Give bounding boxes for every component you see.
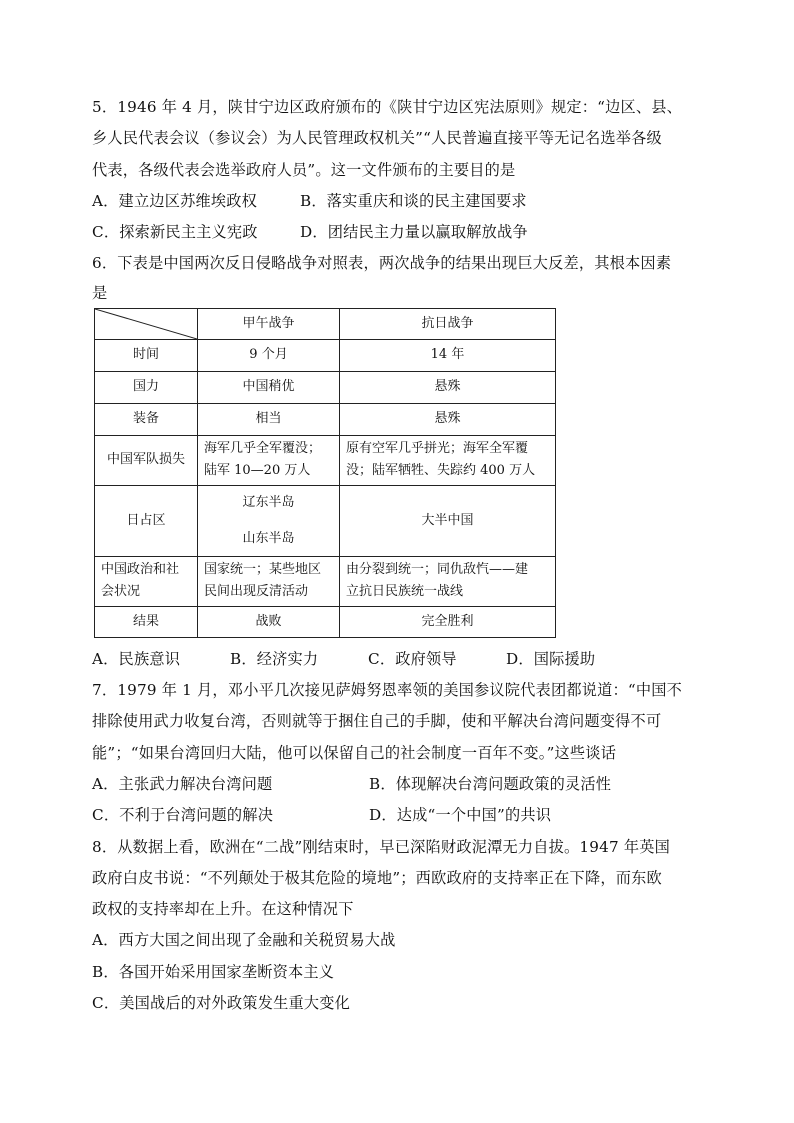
cell-line: 中国政治和社 xyxy=(101,562,180,578)
cell-jiawu: 战败 xyxy=(198,606,340,637)
cell-line: 会状况 xyxy=(101,584,141,600)
question-5 xyxy=(92,92,704,248)
table-row xyxy=(95,435,556,485)
table-row xyxy=(95,371,556,403)
row-label: 日占区 xyxy=(95,485,198,556)
row-label: 结果 xyxy=(95,606,198,637)
column-header-jiawu: 甲午战争 xyxy=(198,308,340,339)
option-c[interactable]: C．不利于台湾问题的解决 xyxy=(92,806,274,825)
cell-line: 原有空军几乎拼光；海军全军覆 xyxy=(346,441,529,457)
option-a[interactable]: A．民族意识 xyxy=(92,649,181,668)
row-label: 装备 xyxy=(95,403,198,435)
column-header-kangri: 抗日战争 xyxy=(340,308,556,339)
option-b[interactable]: B．体现解决台湾问题政策的灵活性 xyxy=(369,774,612,793)
option-a[interactable]: A．建立边区苏维埃政权 xyxy=(92,191,258,210)
cell-line: 国家统一；某些地区 xyxy=(204,562,322,578)
question-5-stem-line: 乡人民代表会议（参议会）为人民管理政权机关”“人民普遍直接平等无记名选举各级 xyxy=(92,129,662,148)
cell-jiawu: 9 个月 xyxy=(198,339,340,371)
cell-jiawu: 相当 xyxy=(198,403,340,435)
table-row xyxy=(95,556,556,606)
question-8-stem-line: 政权的支持率却在上升。在这种情况下 xyxy=(92,900,354,919)
table-row xyxy=(95,485,556,556)
option-c[interactable]: C．政府领导 xyxy=(368,649,457,668)
cell-kangri: 悬殊 xyxy=(340,371,556,403)
row-label: 时间 xyxy=(95,339,198,371)
cell-line: 山东半岛 xyxy=(242,530,295,546)
option-b[interactable]: B．经济实力 xyxy=(230,649,319,668)
table-header-row xyxy=(95,308,556,339)
option-b[interactable]: B．落实重庆和谈的民主建国要求 xyxy=(300,191,527,210)
row-label xyxy=(95,556,198,606)
question-7-stem-line: 能”；“如果台湾回归大陆，他可以保留自己的社会制度一百年不变。”这些谈话 xyxy=(92,743,617,762)
question-6-stem-line: 是 xyxy=(92,283,108,302)
option-a[interactable]: A．主张武力解决台湾问题 xyxy=(92,774,273,793)
table-row xyxy=(95,403,556,435)
cell-kangri: 大半中国 xyxy=(340,485,556,556)
question-8-stem-line: 8．从数据上看，欧洲在“二战”刚结束时，早已深陷财政泥潭无力自拔。1947 年英国 xyxy=(92,837,671,856)
row-label: 中国军队损失 xyxy=(95,435,198,485)
question-5-stem-line: 代表，各级代表会选举政府人员”。这一文件颁布的主要目的是 xyxy=(92,160,516,179)
cell-line: 由分裂到统一；同仇敌忾——建 xyxy=(346,562,529,578)
question-6-stem-line: 6．下表是中国两次反日侵略战争对照表，两次战争的结果出现巨大反差，其根本因素 xyxy=(92,254,672,273)
exam-page xyxy=(92,92,704,1019)
cell-line: 没；陆军牺牲、失踪约 400 万人 xyxy=(346,463,536,479)
question-5-options-row xyxy=(92,217,704,248)
row-label: 国力 xyxy=(95,371,198,403)
option-d[interactable]: D．团结民主力量以赢取解放战争 xyxy=(300,223,528,242)
cell-line: 辽东半岛 xyxy=(242,494,295,510)
cell-jiawu xyxy=(198,435,340,485)
cell-kangri: 完全胜利 xyxy=(340,606,556,637)
question-6 xyxy=(92,248,704,675)
option-c[interactable]: C．美国战后的对外政策发生重大变化 xyxy=(92,994,351,1013)
cell-line: 海军几乎全军覆没； xyxy=(204,441,322,457)
option-a[interactable]: A．西方大国之间出现了金融和关税贸易大战 xyxy=(92,931,396,950)
cell-kangri xyxy=(340,556,556,606)
table-row xyxy=(95,606,556,637)
option-c[interactable]: C．探索新民主主义宪政 xyxy=(92,223,258,242)
comparison-table xyxy=(94,308,556,638)
cell-jiawu xyxy=(198,556,340,606)
cell-line: 陆军 10—20 万人 xyxy=(204,463,311,479)
option-d[interactable]: D．达成“一个中国”的共识 xyxy=(369,806,552,825)
cell-line: 民间出现反清活动 xyxy=(204,584,309,600)
question-7-options-row xyxy=(92,769,704,800)
question-7-stem-line: 7．1979 年 1 月，邓小平几次接见萨姆努恩率领的美国参议院代表团都说道：“中国不 xyxy=(92,681,683,700)
question-8-stem-line: 政府白皮书说：“不列颠处于极其危险的境地”；西欧政府的支持率正在下降，而东欧 xyxy=(92,868,662,887)
question-6-options-row xyxy=(92,644,704,675)
question-5-stem-line: 5．1946 年 4 月，陕甘宁边区政府颁布的《陕甘宁边区宪法原则》规定：“边区、县、 xyxy=(92,98,683,116)
option-b[interactable]: B．各国开始采用国家垄断资本主义 xyxy=(92,962,335,981)
option-d[interactable]: D．国际援助 xyxy=(506,649,596,668)
question-5-options-row xyxy=(92,186,704,217)
table-row xyxy=(95,339,556,371)
question-7-options-row xyxy=(92,800,704,831)
cell-jiawu xyxy=(198,485,340,556)
diagonal-header-cell xyxy=(95,308,198,339)
cell-kangri: 悬殊 xyxy=(340,403,556,435)
question-8 xyxy=(92,832,704,1020)
cell-line: 立抗日民族统一战线 xyxy=(346,584,464,600)
question-7 xyxy=(92,675,704,831)
question-7-stem-line: 排除使用武力收复台湾，否则就等于捆住自己的手脚，使和平解决台湾问题变得不可 xyxy=(92,712,662,731)
cell-kangri: 14 年 xyxy=(340,339,556,371)
cell-kangri xyxy=(340,435,556,485)
cell-jiawu: 中国稍优 xyxy=(198,371,340,403)
